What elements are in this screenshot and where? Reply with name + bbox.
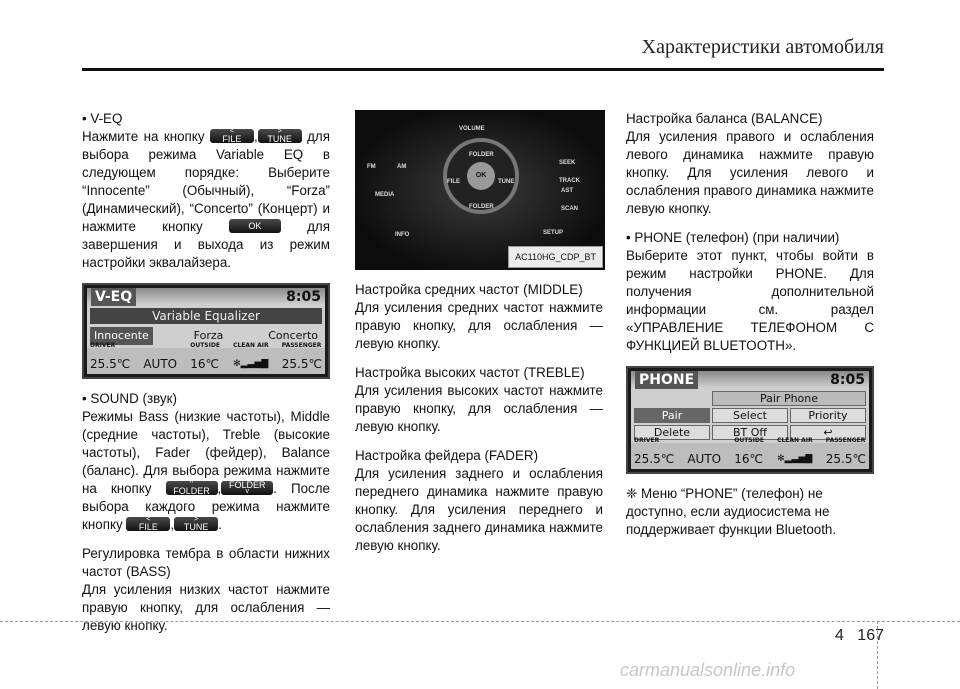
phone-heading: • PHONE (телефон) (при наличии): [626, 230, 840, 245]
middle-paragraph: Для усиления средних частот нажмите правую кнопку, для ослабления — левую кнопку.: [355, 300, 603, 351]
pair-phone-title: Pair Phone: [712, 391, 866, 406]
column-3: [626, 110, 874, 539]
fader-heading: Настройка фейдера (FADER): [355, 448, 539, 463]
balance-heading: Настройка баланса (BALANCE): [626, 111, 823, 126]
seek-track-button[interactable]: SEEK TRACK: [559, 160, 580, 184]
bass-paragraph: Для усиления низких частот нажмите правую кнопку, для ослабления — левую кнопку.: [82, 582, 330, 633]
treble-paragraph: Для усиления высоких частот нажмите правую кнопку, для ослабления — левую кнопку.: [355, 383, 603, 434]
display-title: PHONE: [635, 371, 698, 389]
chevron-down-icon: v: [245, 488, 249, 496]
column-2: [355, 110, 603, 555]
display-title: V-EQ: [91, 288, 136, 306]
eq-option-innocente[interactable]: Innocente: [90, 327, 153, 345]
phone-display-header: [631, 371, 869, 388]
fan-icon: ✻▂▃▅▇: [777, 454, 813, 464]
phone-display: [626, 366, 874, 474]
am-button[interactable]: AM: [397, 164, 407, 170]
folder-up-button[interactable]: ^ FOLDER: [166, 481, 218, 495]
phone-menu-delete[interactable]: Delete: [634, 425, 710, 440]
veq-display: [82, 283, 330, 379]
phone-menu-bt-off[interactable]: BT Off: [712, 425, 788, 440]
file-label: FILE: [447, 179, 460, 185]
veq-paragraph: Нажмите на кнопку < FILE , > TUNE для выбора режима Variable EQ в следующем порядке: Выберите “Innocente” (Обычный), “Forza” (Динамический), “Concerto” (Концерт) и нажмите кнопку OK для завершения и выхода из режим настройки эквалайзера.: [82, 128, 330, 270]
media-button[interactable]: MEDIA: [375, 192, 395, 198]
middle-heading: Настройка средних частот (MIDDLE): [355, 282, 583, 297]
watermark: carmanualsonline.info: [620, 660, 796, 680]
volume-label: VOLUME: [459, 126, 485, 132]
ast-scan-button[interactable]: AST SCAN: [561, 188, 579, 212]
ok-knob[interactable]: OK: [467, 162, 495, 190]
sound-heading: • SOUND (звук): [82, 391, 177, 406]
ok-button[interactable]: OK: [229, 219, 281, 233]
tune-label: TUNE: [498, 179, 515, 185]
climate-bar: DRIVER 25.5℃ AUTO OUTSIDE 16℃ CLEAN AIR ✻▂▃▅▇ PASSENGER 25.5℃: [631, 443, 869, 469]
folder-down-button[interactable]: FOLDER v: [221, 481, 273, 495]
bass-heading: Регулировка тембра в области нижних частот (BASS): [82, 546, 330, 579]
chevron-up-icon: ^: [189, 480, 194, 488]
chevron-left-icon: <: [229, 128, 234, 136]
sound-paragraph: Режимы Bass (низкие частоты), Middle (средние частоты), Treble (высокие частоты), Fader (фейдер), Balance (баланс). Для выбора режима нажмите на кнопку ^ FOLDER , FOLDER v . После выбора каждого режима нажмите кнопку < FILE , > TUNE .: [82, 409, 330, 533]
file-button-2[interactable]: < FILE: [126, 517, 170, 531]
chevron-left-icon: <: [146, 516, 151, 524]
display-clock: 8:05: [286, 288, 321, 305]
phone-menu-priority[interactable]: Priority: [790, 408, 866, 423]
head-unit-photo: [355, 110, 605, 270]
setup-button[interactable]: SETUP: [543, 230, 564, 236]
eq-banner: Variable Equalizer: [90, 308, 322, 324]
climate-bar: DRIVER 25.5℃ AUTO OUTSIDE 16℃ CLEAN AIR ✻▂▃▅▇ PASSENGER 25.5℃: [87, 348, 325, 374]
phone-menu-select[interactable]: Select: [712, 408, 788, 423]
veq-display-header: [87, 288, 325, 305]
folder-down-label: FOLDER: [469, 204, 494, 210]
tune-button-2[interactable]: > TUNE: [174, 517, 218, 531]
eq-option-concerto[interactable]: Concerto: [268, 329, 318, 342]
phone-menu-pair[interactable]: Pair: [634, 408, 710, 423]
file-button[interactable]: < FILE: [210, 129, 254, 143]
info-button[interactable]: INFO: [395, 232, 410, 238]
eq-option-forza[interactable]: Forza: [193, 329, 224, 342]
bluetooth-note: ❈ Меню “PHONE” (телефон) не доступно, если аудиосистема не поддерживает функции Bluetooth.: [626, 486, 837, 537]
chevron-right-icon: >: [277, 128, 282, 136]
tune-button[interactable]: > TUNE: [258, 129, 302, 143]
footer-rule: [0, 621, 960, 622]
image-caption: AC110HG_CDP_BT: [508, 246, 603, 268]
page-header-title: Характеристики автомобиля: [641, 36, 884, 58]
treble-heading: Настройка высоких частот (TREBLE): [355, 365, 585, 380]
folder-up-label: FOLDER: [469, 152, 494, 158]
phone-paragraph: Выберите этот пункт, чтобы войти в режим настройки PHONE. Для получения дополнительной информации см. раздел «УПРАВЛЕНИЕ ТЕЛЕФОНОМ С ФУНКЦИЕЙ BLUETOOTH».: [626, 248, 874, 353]
fader-paragraph: Для усиления заднего и ослабления переднего динамика нажмите правую кнопку. Для усиления переднего и ослабления заднего динамика нажмите левую кнопку.: [355, 466, 603, 553]
back-icon[interactable]: ↩: [790, 425, 866, 440]
page-number: 4 167: [835, 627, 884, 644]
veq-heading: • V-EQ: [82, 111, 123, 126]
display-clock: 8:05: [830, 371, 865, 388]
balance-paragraph: Для усиления правого и ослабления левого динамика нажмите правую кнопку. Для усиления левого и ослабления правого динамика нажмите левую кнопку.: [626, 129, 874, 216]
fm-button[interactable]: FM: [367, 164, 376, 170]
header-rule: [82, 68, 884, 71]
column-1: [82, 110, 330, 635]
fan-icon: ✻▂▃▅▇: [233, 359, 269, 369]
chevron-right-icon: >: [194, 516, 199, 524]
